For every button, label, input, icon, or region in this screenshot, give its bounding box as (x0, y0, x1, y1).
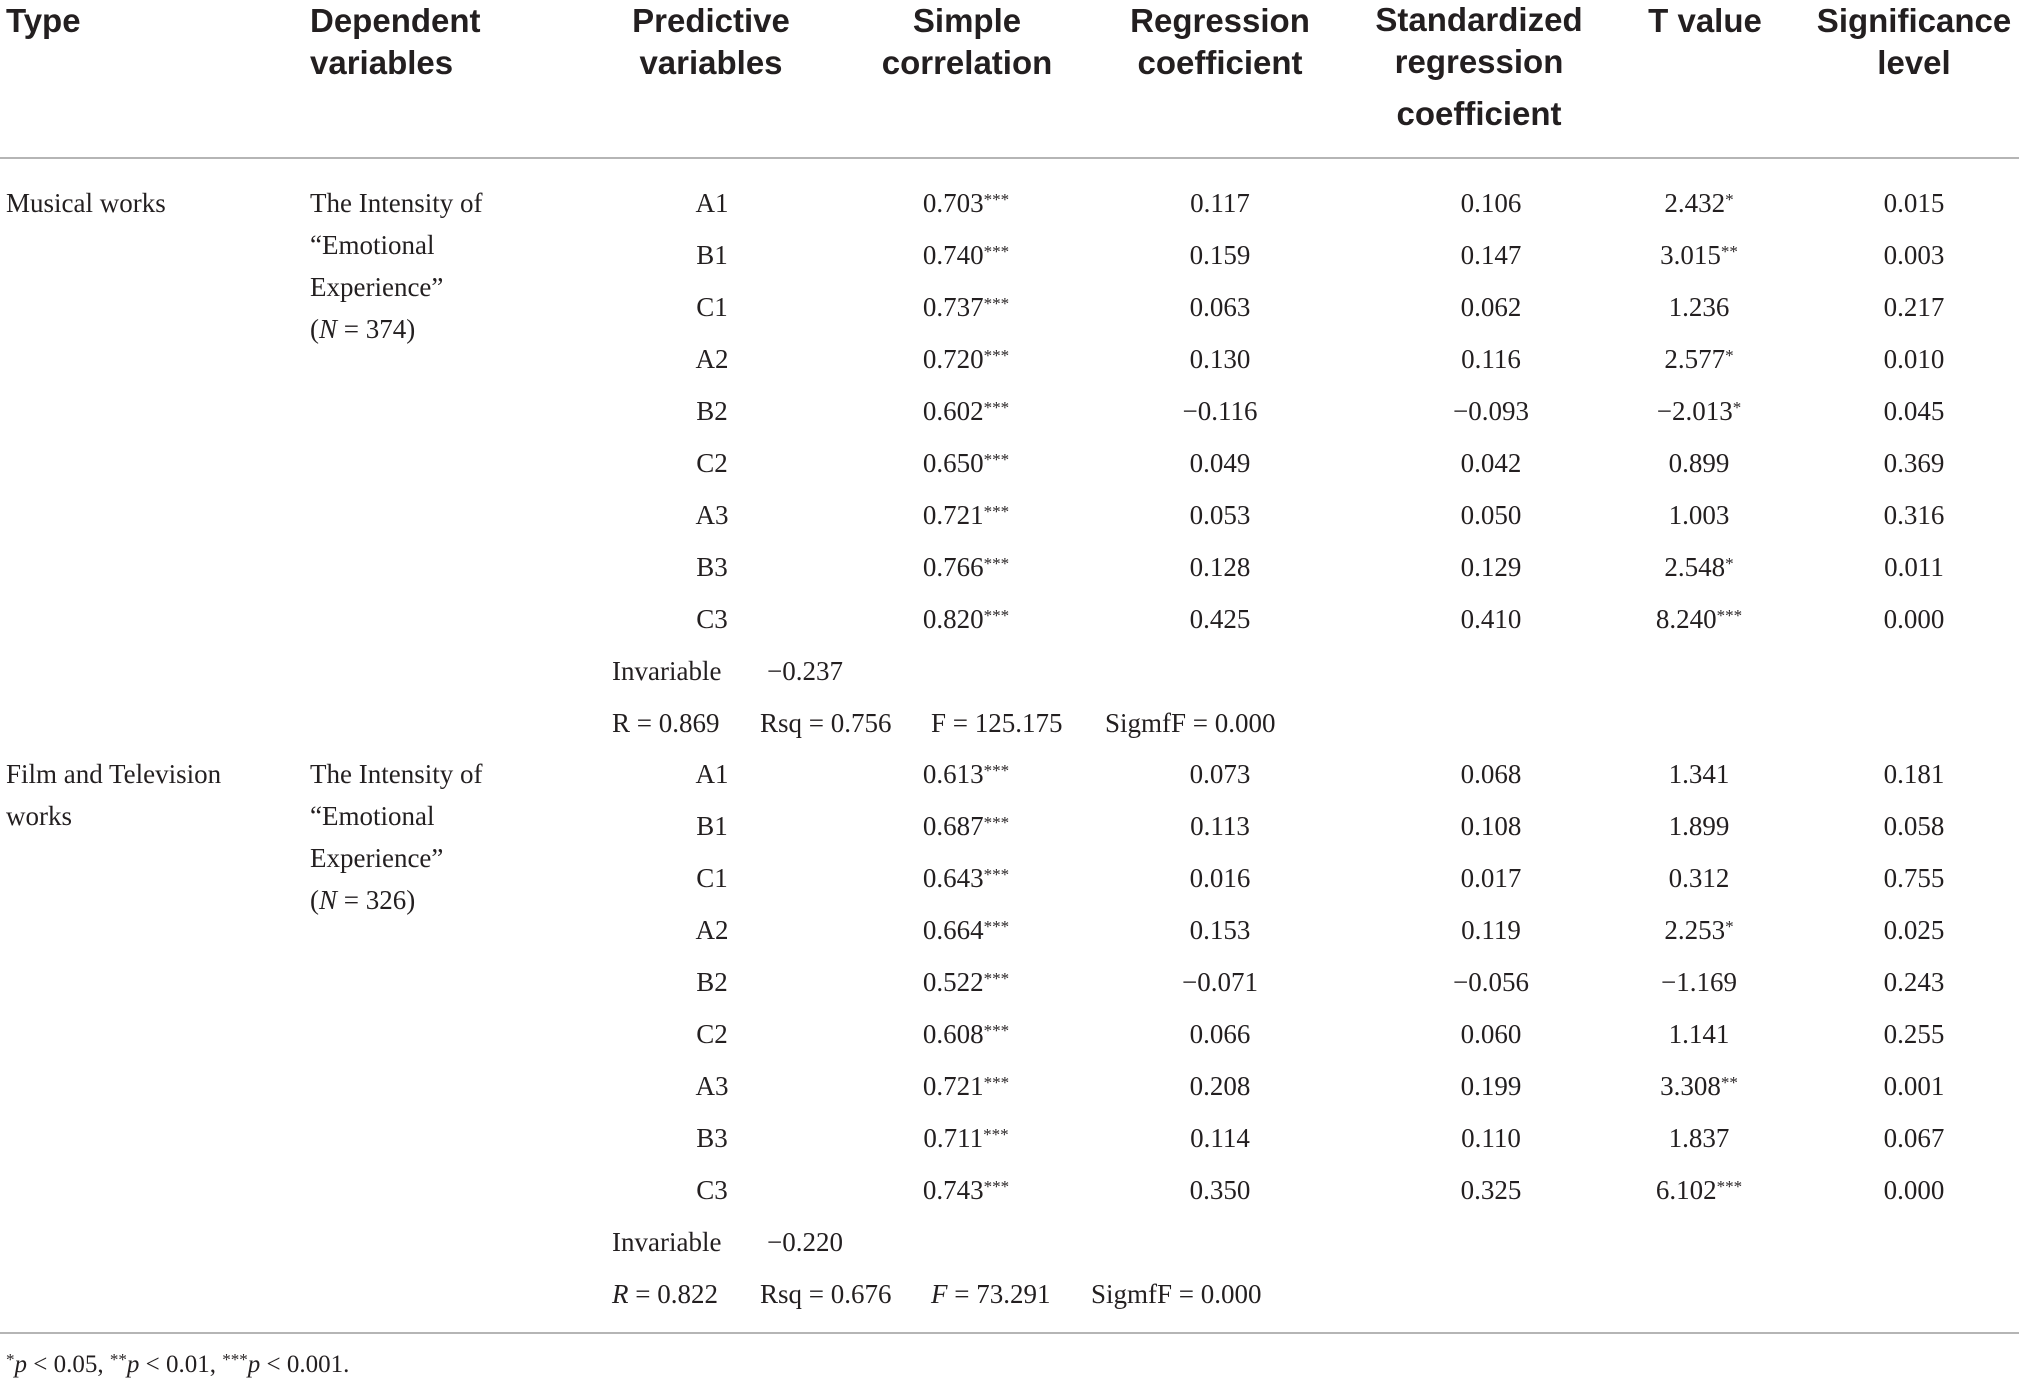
predictive-variable: B1 (696, 240, 728, 270)
standardized-coefficient: 0.017 (1460, 863, 1522, 893)
significance-level: 0.000 (1883, 604, 1945, 634)
significance-level: 0.010 (1883, 344, 1945, 374)
standardized-coefficient: 0.108 (1460, 811, 1522, 841)
significance-level: 0.255 (1883, 1019, 1945, 1049)
significance-level: 0.316 (1883, 500, 1945, 530)
model-stat-rsq: Rsq = 0.756 (760, 708, 892, 738)
predictive-variable: B2 (696, 396, 728, 426)
t-value: 1.341 (1668, 759, 1730, 789)
simple-correlation: 0.737*** (922, 292, 1010, 322)
model-stat-sigf: SigmfF = 0.000 (1091, 1279, 1262, 1309)
column-header (1648, 0, 1762, 42)
standardized-coefficient: 0.068 (1460, 759, 1522, 789)
predictive-variable: C3 (696, 1175, 728, 1205)
simple-correlation: 0.687*** (922, 811, 1010, 841)
column-header-line: coefficient (1137, 44, 1303, 81)
predictive-variable: B3 (696, 1123, 728, 1153)
invariable-label: Invariable (612, 656, 722, 686)
t-value: 0.312 (1668, 863, 1730, 893)
table-rule (0, 1332, 2019, 1334)
t-value: 1.003 (1668, 500, 1730, 530)
standardized-coefficient: 0.199 (1460, 1071, 1522, 1101)
significance-level: 0.011 (1884, 552, 1944, 582)
standardized-coefficient: 0.042 (1460, 448, 1522, 478)
standardized-coefficient: 0.110 (1461, 1123, 1521, 1153)
simple-correlation: 0.650*** (922, 448, 1010, 478)
predictive-variable: A3 (695, 500, 729, 530)
column-header (1375, 0, 1582, 135)
column-header-line: Type (6, 2, 81, 39)
model-stat-rsq: Rsq = 0.676 (760, 1279, 892, 1309)
t-value: 3.015** (1660, 240, 1738, 270)
standardized-coefficient: 0.060 (1460, 1019, 1522, 1049)
significance-level: 0.058 (1883, 811, 1945, 841)
t-value: −2.013* (1656, 396, 1742, 426)
t-value: −1.169 (1661, 967, 1737, 997)
simple-correlation: 0.740*** (922, 240, 1010, 270)
t-value: 2.432* (1664, 188, 1734, 218)
simple-correlation: 0.720*** (922, 344, 1010, 374)
standardized-coefficient: 0.147 (1460, 240, 1522, 270)
simple-correlation: 0.711*** (923, 1123, 1009, 1153)
model-stat-r: R = 0.822 (612, 1279, 718, 1309)
model-stat-sigf: SigmfF = 0.000 (1105, 708, 1276, 738)
simple-correlation: 0.766*** (922, 552, 1010, 582)
type-label: works (6, 801, 72, 831)
dependent-label: (N = 326) (310, 885, 416, 915)
column-header-line: Dependent (310, 2, 481, 39)
significance-level: 0.045 (1883, 396, 1945, 426)
column-header (6, 0, 81, 42)
invariable-value: −0.237 (767, 656, 843, 686)
dependent-label: Experience” (310, 272, 444, 302)
dependent-label: “Emotional (310, 230, 435, 260)
t-value: 0.899 (1668, 448, 1730, 478)
predictive-variable: A1 (695, 188, 729, 218)
predictive-variable: A2 (695, 344, 729, 374)
column-header-line: variables (639, 44, 783, 81)
predictive-variable: C1 (696, 863, 728, 893)
t-value: 8.240*** (1655, 604, 1743, 634)
standardized-coefficient: 0.062 (1460, 292, 1522, 322)
regression-coefficient: 0.049 (1189, 448, 1251, 478)
significance-level: 0.243 (1883, 967, 1945, 997)
predictive-variable: A3 (695, 1071, 729, 1101)
model-stat-f: F = 125.175 (931, 708, 1063, 738)
regression-coefficient: 0.066 (1189, 1019, 1251, 1049)
column-header-line: Predictive (632, 2, 790, 39)
column-header-line: T value (1648, 2, 1762, 39)
column-header-line: Regression (1130, 2, 1310, 39)
standardized-coefficient: 0.116 (1461, 344, 1521, 374)
predictive-variable: B3 (696, 552, 728, 582)
regression-coefficient: 0.113 (1190, 811, 1250, 841)
t-value: 1.141 (1668, 1019, 1730, 1049)
predictive-variable: B1 (696, 811, 728, 841)
t-value: 2.548* (1664, 552, 1734, 582)
significance-level: 0.067 (1883, 1123, 1945, 1153)
column-header-line: correlation (881, 44, 1053, 81)
simple-correlation: 0.608*** (922, 1019, 1010, 1049)
column-header (632, 0, 790, 84)
standardized-coefficient: 0.119 (1461, 915, 1521, 945)
simple-correlation: 0.721*** (922, 500, 1010, 530)
predictive-variable: C2 (696, 448, 728, 478)
predictive-variable: B2 (696, 967, 728, 997)
standardized-coefficient: −0.093 (1453, 396, 1529, 426)
significance-level: 0.001 (1883, 1071, 1945, 1101)
column-header-line: Standardized (1375, 1, 1583, 38)
significance-level: 0.755 (1883, 863, 1945, 893)
t-value: 6.102*** (1655, 1175, 1743, 1205)
simple-correlation: 0.602*** (922, 396, 1010, 426)
standardized-coefficient: 0.410 (1460, 604, 1522, 634)
column-header (882, 0, 1053, 84)
regression-coefficient: 0.130 (1189, 344, 1251, 374)
significance-level: 0.000 (1883, 1175, 1945, 1205)
column-header-line: regression (1394, 43, 1564, 80)
invariable-value: −0.220 (767, 1227, 843, 1257)
predictive-variable: A2 (695, 915, 729, 945)
regression-coefficient: 0.073 (1189, 759, 1251, 789)
column-header-line: coefficient (1396, 95, 1562, 132)
significance-level: 0.181 (1883, 759, 1945, 789)
simple-correlation: 0.721*** (922, 1071, 1010, 1101)
significance-level: 0.217 (1883, 292, 1945, 322)
regression-coefficient: −0.071 (1182, 967, 1258, 997)
t-value: 1.837 (1668, 1123, 1730, 1153)
regression-coefficient: 0.128 (1189, 552, 1251, 582)
regression-coefficient: 0.063 (1189, 292, 1251, 322)
dependent-label: “Emotional (310, 801, 435, 831)
column-header (1817, 0, 2011, 84)
dependent-label: Experience” (310, 843, 444, 873)
predictive-variable: A1 (695, 759, 729, 789)
standardized-coefficient: 0.106 (1460, 188, 1522, 218)
predictive-variable: C2 (696, 1019, 728, 1049)
column-header-line: level (1877, 44, 1951, 81)
regression-coefficient: 0.208 (1189, 1071, 1251, 1101)
significance-level: 0.015 (1883, 188, 1945, 218)
column-header (310, 0, 481, 84)
t-value: 1.899 (1668, 811, 1730, 841)
column-header-line: Simple (912, 2, 1022, 39)
simple-correlation: 0.743*** (922, 1175, 1010, 1205)
column-header (1130, 0, 1310, 84)
table-footnote: *p < 0.05, **p < 0.01, ***p < 0.001. (6, 1350, 350, 1378)
dependent-label: The Intensity of (310, 759, 483, 789)
regression-coefficient: 0.350 (1189, 1175, 1251, 1205)
simple-correlation: 0.613*** (922, 759, 1010, 789)
t-value: 2.253* (1664, 915, 1734, 945)
simple-correlation: 0.820*** (922, 604, 1010, 634)
predictive-variable: C1 (696, 292, 728, 322)
regression-coefficient: 0.425 (1189, 604, 1251, 634)
regression-coefficient: 0.114 (1190, 1123, 1250, 1153)
standardized-coefficient: 0.129 (1460, 552, 1522, 582)
standardized-coefficient: 0.050 (1460, 500, 1522, 530)
t-value: 2.577* (1664, 344, 1734, 374)
column-header-line: variables (310, 44, 454, 81)
simple-correlation: 0.664*** (922, 915, 1010, 945)
type-label: Film and Television (6, 759, 222, 789)
dependent-label: (N = 374) (310, 314, 416, 344)
regression-coefficient: 0.159 (1189, 240, 1251, 270)
regression-coefficient: 0.053 (1189, 500, 1251, 530)
regression-coefficient: 0.016 (1189, 863, 1251, 893)
simple-correlation: 0.643*** (922, 863, 1010, 893)
type-label: Musical works (6, 188, 166, 218)
significance-level: 0.369 (1883, 448, 1945, 478)
column-header-line: Significance (1816, 2, 2012, 39)
standardized-coefficient: −0.056 (1453, 967, 1529, 997)
simple-correlation: 0.703*** (922, 188, 1010, 218)
model-stat-r: R = 0.869 (612, 708, 720, 738)
simple-correlation: 0.522*** (922, 967, 1010, 997)
significance-level: 0.025 (1883, 915, 1945, 945)
invariable-label: Invariable (612, 1227, 722, 1257)
t-value: 1.236 (1668, 292, 1730, 322)
table-rule (0, 157, 2019, 159)
dependent-label: The Intensity of (310, 188, 483, 218)
regression-coefficient: 0.153 (1189, 915, 1251, 945)
t-value: 3.308** (1660, 1071, 1738, 1101)
standardized-coefficient: 0.325 (1460, 1175, 1522, 1205)
significance-level: 0.003 (1883, 240, 1945, 270)
model-stat-f: F = 73.291 (931, 1279, 1051, 1309)
predictive-variable: C3 (696, 604, 728, 634)
regression-coefficient: −0.116 (1182, 396, 1258, 426)
regression-coefficient: 0.117 (1190, 188, 1250, 218)
